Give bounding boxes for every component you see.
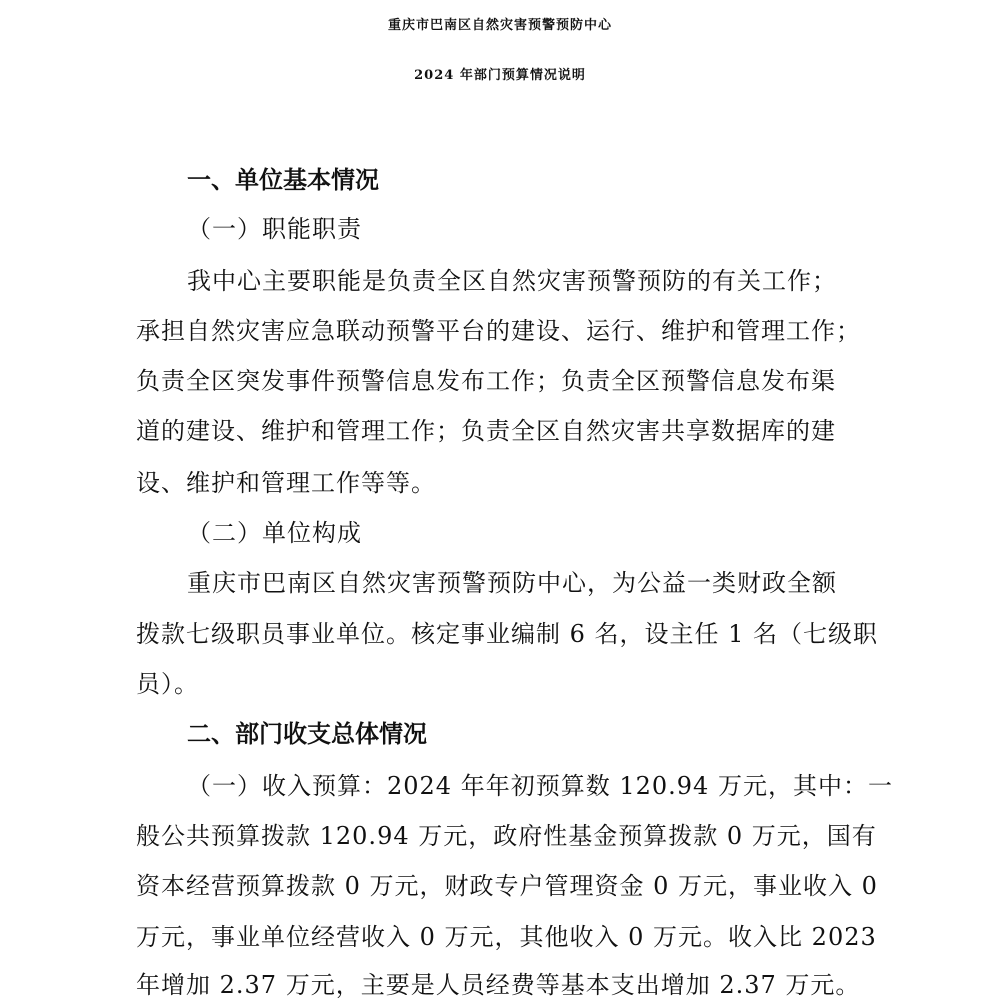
paragraph-line: 般公共预算拨款 120.94 万元，政府性基金预算拨款 0 万元，国有 bbox=[136, 822, 877, 850]
document-title-line1: 重庆市巴南区自然灾害预警预防中心 bbox=[387, 18, 612, 33]
subsection-heading-functions: （一）职能职责 bbox=[187, 215, 362, 243]
section-heading-basic-info: 一、单位基本情况 bbox=[187, 166, 379, 194]
paragraph-line: 重庆市巴南区自然灾害预警预防中心，为公益一类财政全额 bbox=[187, 569, 837, 597]
paragraph-line: 承担自然灾害应急联动预警平台的建设、运行、维护和管理工作； bbox=[136, 317, 861, 345]
paragraph-line: 拨款七级职员事业单位。核定事业编制 6 名，设主任 1 名（七级职 bbox=[136, 620, 879, 648]
paragraph-line: 万元，事业单位经营收入 0 万元，其他收入 0 万元。收入比 2023 bbox=[136, 923, 877, 951]
paragraph-line: 设、维护和管理工作等等。 bbox=[136, 469, 436, 497]
section-heading-revenue-expenditure: 二、部门收支总体情况 bbox=[187, 720, 427, 748]
paragraph-line: 道的建设、维护和管理工作；负责全区自然灾害共享数据库的建 bbox=[136, 417, 836, 445]
paragraph-line: （一）收入预算：2024 年年初预算数 120.94 万元，其中：一 bbox=[187, 772, 893, 800]
paragraph-line: 我中心主要职能是负责全区自然灾害预警预防的有关工作； bbox=[187, 267, 837, 295]
paragraph-line: 员）。 bbox=[136, 670, 199, 698]
paragraph-line: 负责全区突发事件预警信息发布工作；负责全区预警信息发布渠 bbox=[136, 367, 836, 395]
paragraph-line: 年增加 2.37 万元，主要是人员经费等基本支出增加 2.37 万元。 bbox=[136, 971, 861, 999]
document-title-line2: 2024 年部门预算情况说明 bbox=[414, 68, 586, 83]
subsection-heading-composition: （二）单位构成 bbox=[187, 519, 362, 547]
paragraph-line: 资本经营预算拨款 0 万元，财政专户管理资金 0 万元，事业收入 0 bbox=[136, 872, 878, 900]
